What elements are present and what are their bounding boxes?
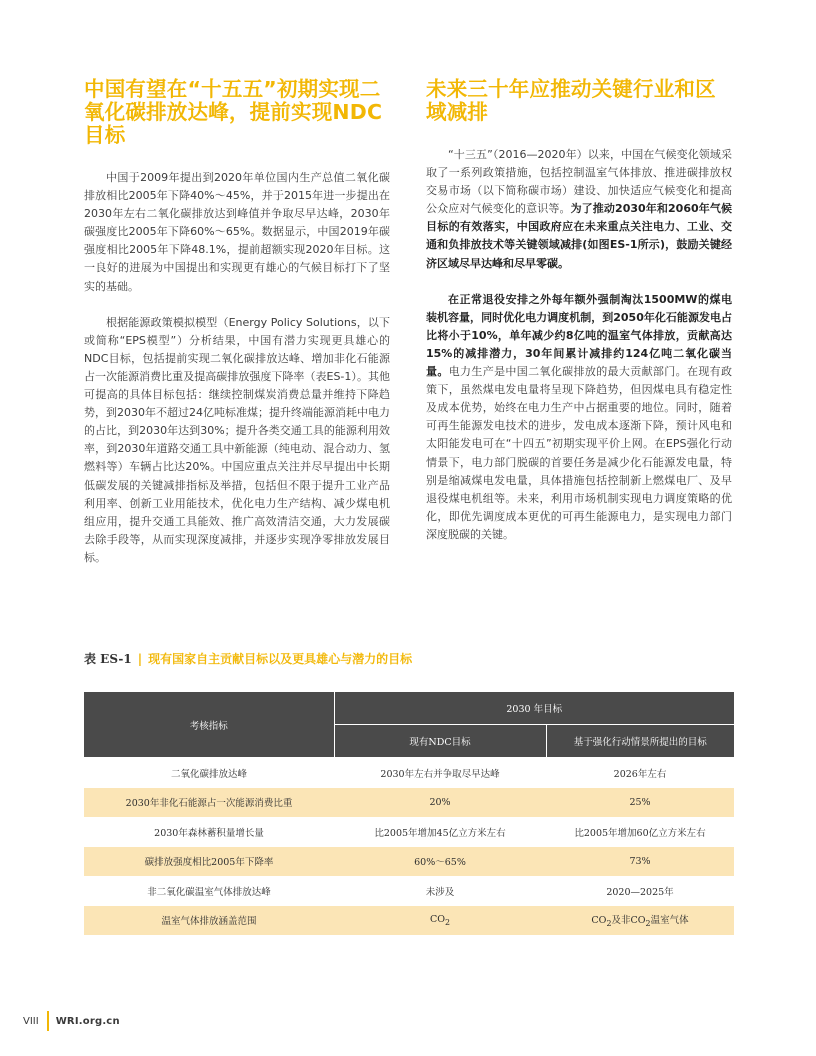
cell-current: 比2005年增加45亿立方米左右: [374, 827, 506, 839]
cell-indicator: 2030年森林蓄积量增长量: [154, 827, 264, 839]
table-row: [84, 758, 734, 788]
page-number: VIII: [23, 1015, 39, 1027]
cell-indicator: 二氧化碳排放达峰: [170, 768, 247, 780]
page-footer: [23, 1011, 120, 1031]
cell-current-text: CO: [429, 913, 446, 925]
cell-current: 2030年左右并争取尽早达峰: [380, 768, 500, 780]
left-column: [84, 78, 390, 567]
right-column: [426, 78, 732, 544]
cell-current: 未涉及: [425, 886, 455, 898]
right-paragraph-1-emphasis: 为了推动2030年和2060年气候目标的有效落实，中国政府应在未来重点关注电力、工业、交通和负排放技术等关键领域减排(如图ES-1所示)，鼓励关键经济区域尽早达峰和尽早零碳。: [426, 202, 732, 270]
table-label: 表 ES-1: [84, 652, 132, 666]
right-paragraph-2: [426, 291, 732, 544]
cell-enhanced: [546, 906, 734, 936]
cell-current: 20%: [334, 788, 546, 818]
cell-enhanced-subscript-b: 2: [645, 919, 651, 929]
cell-enhanced: 25%: [546, 788, 734, 818]
table-row: [84, 847, 734, 877]
cell-indicator: 非二氧化碳温室气体排放达峰: [147, 886, 271, 898]
cell-enhanced: 73%: [546, 847, 734, 877]
footer-divider: [47, 1011, 49, 1031]
right-paragraph-2-text: 电力生产是中国二氧化碳排放的最大贡献部门。在现有政策下，虽然煤电发电量将呈现下降趋势，但因煤电具有稳定性及成本优势，始终在电力生产中占据重要的地位。同时，随着可再生能源发电技术的进步，发电成本逐渐下降，预计风电和太阳能发电可在“十四五”初期实现平价上网。在EPS强化行动情景下，电力部门脱碳的首要任务是减少化石能源发电量，特别是缩减煤电发电量，具体措施包括控制新上燃煤电厂、及早退役煤电机组等。未来，利用市场机制实现电力调度策略的优化，即优先调度成本更优的可再生能源电力，是实现电力部门深度脱碳的关键。: [426, 365, 733, 541]
right-paragraph-1: [426, 146, 732, 273]
left-paragraph-2: 根据能源政策模拟模型（Energy Policy Solutions，以下或简称“EPS模型”）分析结果，中国有潜力实现更具雄心的NDC目标，包括提前实现二氧化碳排放达峰、增加非化石能源占一次能源消费比重及提高碳排放强度下降率（表ES-1）。其他可提高的具体目标包括：继续控制煤炭消费总量并维持下降趋势，到2030年不超过24亿吨标准煤；提升终端能源消耗中电力的占比，到2030年达到30%；提升各类交通工具的能源利用效率，到2030年道路交通工具中新能源（纯电动、混合动力、氢燃料等）车辆占比达20%。中国应重点关注并尽早提出中长期低碳发展的关键减排指标及举措，包括但不限于提升工业产品利用率、创新工业用能技术，优化电力生产结构、减少煤电机组应用，提升交通工具能效、推广高效清洁交通，大力发展碳去除手段等，从而实现深度减排，并逐步实现净零排放发展目标。: [84, 315, 390, 564]
header-2030-target: 2030 年目标: [334, 692, 734, 725]
cell-enhanced-subscript-a: 2: [606, 919, 612, 929]
table-row: [84, 906, 734, 936]
cell-enhanced: 比2005年增加60亿立方米左右: [574, 827, 706, 839]
cell-enhanced: 2020—2025年: [606, 886, 674, 898]
website-link[interactable]: WRI.org.cn: [55, 1015, 120, 1027]
cell-current: [334, 906, 546, 936]
cell-enhanced-text-c: 温室气体: [650, 915, 689, 927]
cell-current: 60%～65%: [334, 847, 546, 877]
left-heading: 中国有望在“十五五”初期实现二氧化碳排放达峰，提前实现NDC目标: [84, 77, 383, 147]
cell-indicator: 温室气体排放涵盖范围: [84, 906, 334, 936]
table-row: [84, 817, 734, 847]
cell-indicator: 碳排放强度相比2005年下降率: [84, 847, 334, 877]
cell-enhanced: 2026年左右: [613, 768, 667, 780]
targets-table: [84, 692, 734, 935]
table-title-separator: |: [137, 652, 143, 666]
cell-current-subscript: 2: [445, 917, 451, 927]
right-heading: 未来三十年应推动关键行业和区域减排: [426, 77, 716, 124]
cell-enhanced-text-b: 及非CO: [611, 915, 646, 927]
right-paragraph-1-text: “十三五”（2016—2020年）以来，中国在气候变化领域采取了一系列政策措施，包括控制温室气体排放、推进碳排放权交易市场（以下简称碳市场）建设、加快适应气候变化和提高公众应对气候变化的意识等。: [426, 148, 732, 216]
table-title-text: 现有国家自主贡献目标以及更具雄心与潜力的目标: [148, 652, 413, 666]
cell-enhanced-text-a: CO: [591, 915, 607, 927]
header-current-ndc: 现有NDC目标: [334, 725, 546, 758]
header-indicator: 考核指标: [84, 692, 334, 758]
right-paragraph-2-emphasis: 在正常退役安排之外每年额外强制淘汰1500MW的煤电装机容量，同时优化电力调度机制，到2050年化石能源发电占比将小于10%，单年减少约8亿吨的温室气体排放，贡献高达15%的减排潜力，30年间累计减排约124亿吨二氧化碳当量。: [426, 292, 732, 379]
cell-indicator: 2030年非化石能源占一次能源消费比重: [84, 788, 334, 818]
left-paragraph-1: 中国于2009年提出到2020年单位国内生产总值二氧化碳排放相比2005年下降40%～45%，并于2015年进一步提出在2030年左右二氧化碳排放达到峰值并争取尽早达峰，2030年碳强度比2005年下降60%～65%。数据显示，中国2019年碳强度相比2005年下降48.1%，提前超额实现2020年目标。这一良好的进展为中国提出和实现更有雄心的气候目标打下了坚实的基础。: [84, 171, 390, 293]
table-row: [84, 876, 734, 906]
header-enhanced-target: 基于强化行动情景所提出的目标: [546, 725, 734, 758]
table-title: [84, 650, 734, 667]
table-row: [84, 788, 734, 818]
